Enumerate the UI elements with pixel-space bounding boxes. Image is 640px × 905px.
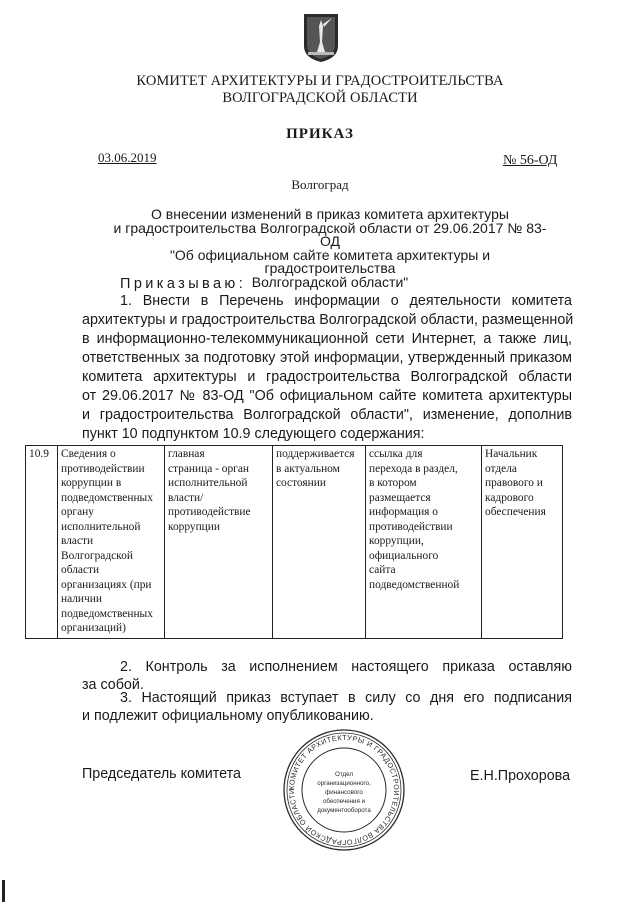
cell-line: кадрового [485, 491, 534, 504]
order-date: 03.06.2019 [98, 150, 157, 165]
cell-line: коррупции, [369, 535, 424, 547]
cell-line: коррупции [168, 520, 220, 533]
paragraph-1 [82, 292, 572, 444]
city: Волгоград [291, 177, 349, 192]
table-cell-number: 10.9 [26, 446, 58, 639]
table-cell-responsible [482, 446, 563, 639]
cell-line: органу [61, 506, 94, 518]
subject-line: и градостроительства Волгоградской области от 29.06.2017 № 83-ОД [113, 219, 547, 249]
cell-line: сайта [369, 564, 396, 576]
signatory-name: Е.Н.Прохорова [470, 768, 571, 784]
cell-line: обеспечения [485, 506, 546, 518]
cell-line: подведомственной [369, 578, 460, 591]
cell-line: организациях (при [61, 578, 152, 591]
cell-line: ссылка для [369, 448, 423, 460]
info-table [25, 445, 563, 639]
order-number: № 56-ОД [503, 153, 558, 168]
order-title: ПРИКАЗ [286, 126, 354, 142]
cell-line: коррупции в [61, 477, 122, 489]
committee-name-line1: КОМИТЕТ АРХИТЕКТУРЫ И ГРАДОСТРОИТЕЛЬСТВА [136, 73, 504, 89]
paragraph-line: и подлежит официальному опубликованию. [82, 708, 374, 724]
cell-line: Сведения о [61, 448, 116, 460]
cell-line: главная [168, 448, 205, 460]
cell-line: исполнительной [168, 477, 248, 489]
cell-line: в актуальном [276, 462, 340, 475]
table-row [26, 446, 563, 639]
cell-line: противодействии [61, 462, 145, 475]
stamp-center-line: документооборота [317, 807, 371, 814]
cell-line: власти [61, 535, 94, 547]
cell-line: состоянии [276, 477, 326, 489]
cell-line: области [61, 564, 100, 576]
cell-line: страница - орган [168, 462, 249, 475]
subject-line: О внесении изменений в приказ комитета архитектуры [151, 206, 509, 222]
cell-line: Волгоградской [61, 549, 133, 562]
cell-line: власти/ [168, 491, 204, 504]
stamp-center-line: организационного, [317, 780, 371, 787]
cell-line: Начальник [485, 448, 538, 460]
paragraph-line: от 29.06.2017 № 83-ОД "Об официальном сайте комитета архитектуры [82, 388, 572, 404]
subject-line: "Об официальном сайте комитета архитектуры и градостроительства [169, 246, 491, 276]
stamp-center-line: обеспечения и [322, 798, 366, 805]
cell-line: противодействии [369, 520, 453, 533]
table-cell-info [58, 446, 165, 639]
cell-line: размещается [369, 491, 431, 504]
stamp-ring-text: КОМИТЕТ АРХИТЕКТУРЫ И ГРАДОСТРОИТЕЛЬСТВА ВОЛГОГРАДСКОЙ ОБЛАСТИ [286, 732, 402, 848]
paragraph-line: в информационно-телекоммуникационной сети Интернет, а также лиц, [82, 331, 572, 347]
paragraph-line: и градостроительства Волгоградской области", изменение, дополнив [82, 407, 572, 423]
cell-line: исполнительной [61, 520, 141, 533]
subject-line: Волгоградской области" [251, 273, 409, 290]
paragraph-line: ответственных за подготовку этой информации, утвержденный приказом [82, 350, 572, 366]
paragraph-line: комитета архитектуры и градостроительства Волгоградской области [82, 369, 572, 385]
cell-line: отдела [485, 462, 517, 475]
committee-name-line2: ВОЛГОГРАДСКОЙ ОБЛАСТИ [222, 90, 418, 106]
cell-line: подведомственных [61, 491, 153, 504]
paragraph-line: 2. Контроль за исполнением настоящего приказа оставляю [120, 659, 572, 675]
cell-line: поддерживается [276, 448, 355, 460]
cell-line: организаций) [61, 622, 126, 634]
cell-line: официального [369, 549, 439, 562]
table-cell-location [165, 446, 273, 639]
cell-line: подведомственных [61, 607, 153, 620]
scan-edge-mark [2, 880, 5, 902]
cell-line: противодействие [168, 506, 251, 518]
paragraph-3 [82, 689, 572, 725]
cell-line: правового и [485, 477, 543, 489]
paragraph-line: 1. Внести в Перечень информации о деятельности комитета [120, 293, 572, 309]
paragraph-line: архитектуры и градостроительства Волгоградской области, размещенной [82, 312, 574, 328]
official-stamp-icon [282, 728, 406, 852]
prikazyvayu-heading: Приказываю: [120, 276, 247, 292]
paragraph-line: пункт 10 подпунктом 10.9 следующего содержания: [82, 426, 425, 442]
signatory-position: Председатель комитета [82, 766, 241, 782]
cell-line: перехода в раздел, [369, 462, 458, 475]
paragraph-line: за собой. [82, 677, 144, 693]
table-cell-format [366, 446, 482, 639]
paragraph-line: 3. Настоящий приказ вступает в силу со дня его подписания [120, 690, 572, 706]
stamp-center-line: Отдел [335, 771, 353, 778]
cell-line: информация о [369, 506, 438, 518]
stamp-center-line: финансового [325, 789, 363, 796]
cell-line: наличии [61, 593, 102, 605]
volgograd-coat-of-arms-icon [302, 12, 340, 64]
cell-line: в котором [369, 477, 417, 489]
table-cell-periodicity [273, 446, 366, 639]
